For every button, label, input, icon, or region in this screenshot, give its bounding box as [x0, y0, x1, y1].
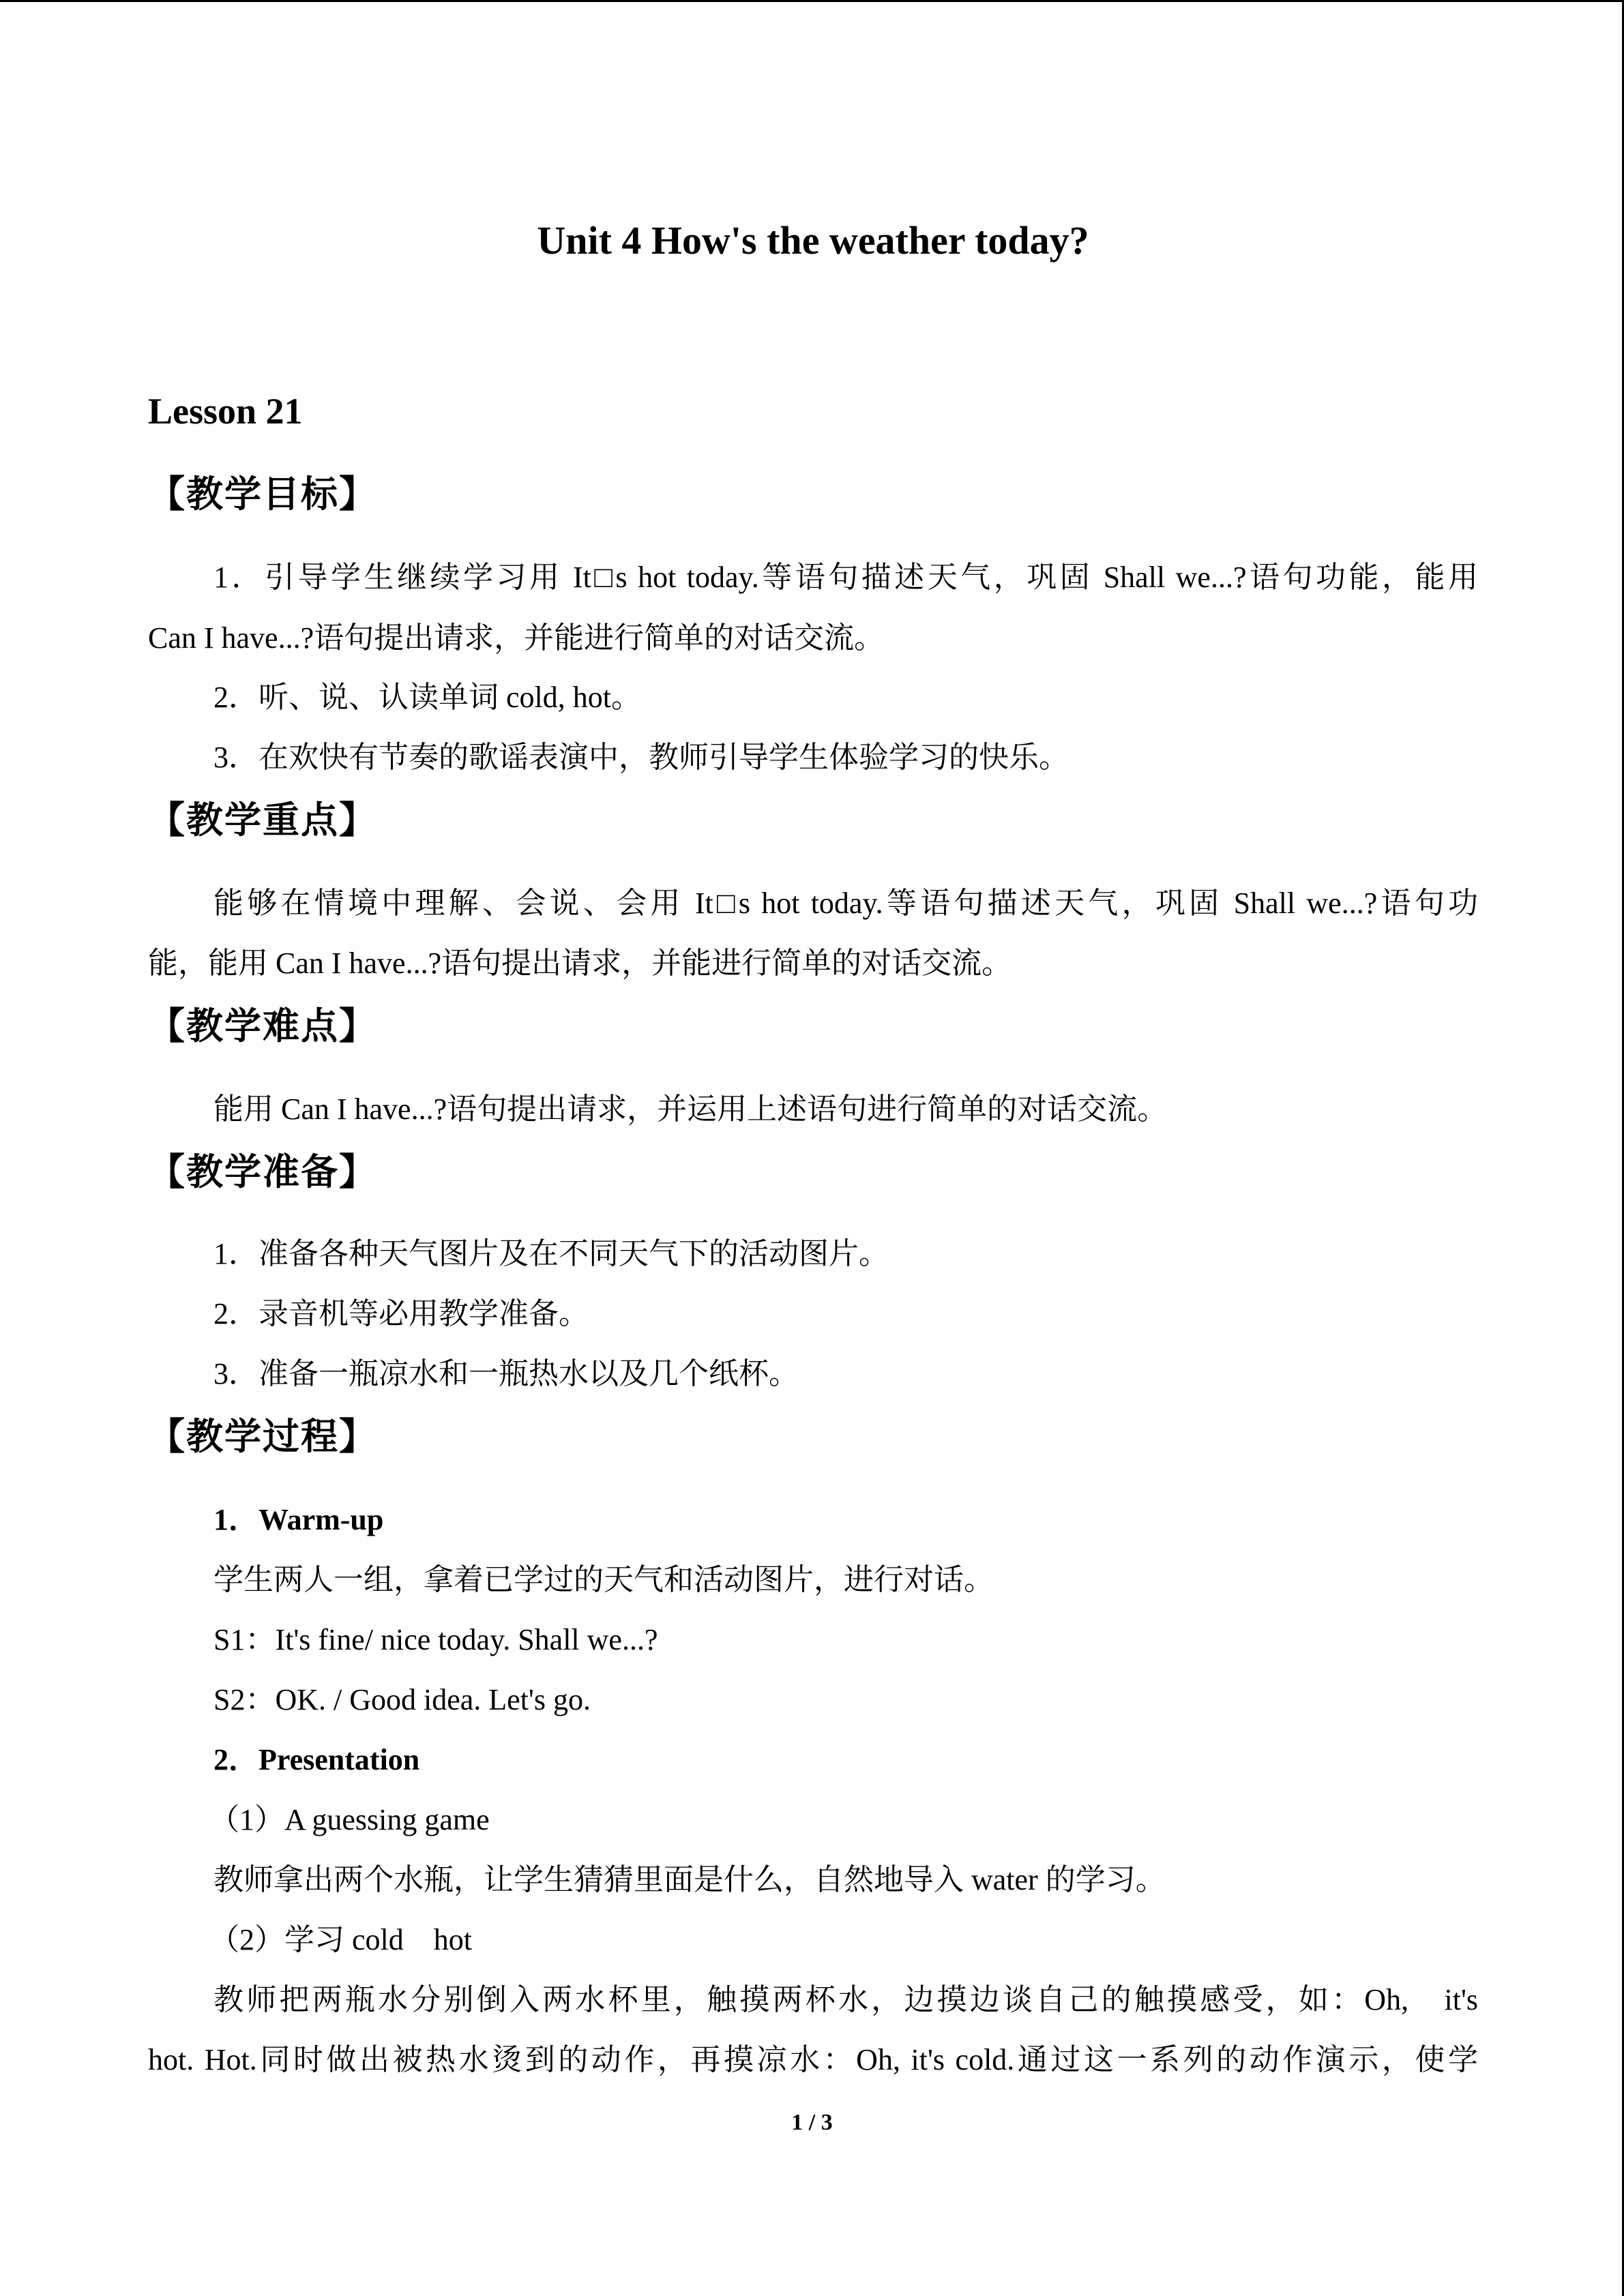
- key-point-line-1: 能够在情境中理解、会说、会用 It□s hot today.等语句描述天气，巩固 Shall we...?语句功: [213, 886, 1478, 920]
- dialogue-s1: S1：It's fine/ nice today. Shall we...?: [213, 1623, 658, 1656]
- presentation-step-2: （2）学习 cold hot: [209, 1923, 472, 1956]
- presentation-step-1-description: 教师拿出两个水瓶，让学生猜猜里面是什么，自然地导入 water 的学习。: [213, 1863, 1166, 1896]
- lesson-label: Lesson 21: [148, 391, 303, 432]
- heading-difficulties: 【教学难点】: [148, 1004, 377, 1047]
- presentation-step-1: （1）A guessing game: [209, 1803, 490, 1836]
- heading-goals: 【教学目标】: [148, 473, 377, 516]
- page-number: 1 / 3: [791, 2110, 833, 2135]
- goal-1-line-2: Can I have...?语句提出请求，并能进行简单的对话交流。: [148, 621, 885, 655]
- goal-3: 3．在欢快有节奏的歌谣表演中，教师引导学生体验学习的快乐。: [213, 741, 1069, 774]
- presentation-step-2-description-line-1: 教师把两瓶水分别倒入两水杯里，触摸两杯水，边摸边谈自己的触摸感受，如：Oh, it's: [213, 1983, 1478, 2016]
- presentation-title: 2．Presentation: [213, 1743, 420, 1776]
- heading-preparation: 【教学准备】: [148, 1150, 377, 1193]
- warmup-title: 1．Warm-up: [213, 1503, 384, 1536]
- dialogue-s2: S2：OK. / Good idea. Let's go.: [213, 1683, 591, 1716]
- document-title: Unit 4 How's the weather today?: [537, 218, 1089, 263]
- preparation-3: 3．准备一瓶凉水和一瓶热水以及几个纸杯。: [213, 1357, 799, 1390]
- preparation-2: 2．录音机等必用教学准备。: [213, 1297, 589, 1330]
- warmup-description: 学生两人一组，拿着已学过的天气和活动图片，进行对话。: [213, 1563, 994, 1596]
- presentation-step-2-description-line-2: hot. Hot.同时做出被热水烫到的动作，再摸凉水：Oh, it's cold.通过这一系列的动作演示，使学: [148, 2043, 1478, 2076]
- preparation-1: 1．准备各种天气图片及在不同天气下的活动图片。: [213, 1237, 889, 1270]
- goal-2: 2．听、说、认读单词 cold, hot。: [213, 681, 641, 714]
- goal-1-line-1: 1．引导学生继续学习用 It□s hot today.等语句描述天气，巩固 Shall we...?语句功能，能用: [213, 561, 1478, 594]
- heading-key-points: 【教学重点】: [148, 799, 377, 841]
- difficulty-line-1: 能用 Can I have...?语句提出请求，并运用上述语句进行简单的对话交流。: [213, 1092, 1168, 1126]
- heading-process: 【教学过程】: [148, 1415, 377, 1458]
- key-point-line-2: 能，能用 Can I have...?语句提出请求，并能进行简单的对话交流。: [148, 946, 1012, 980]
